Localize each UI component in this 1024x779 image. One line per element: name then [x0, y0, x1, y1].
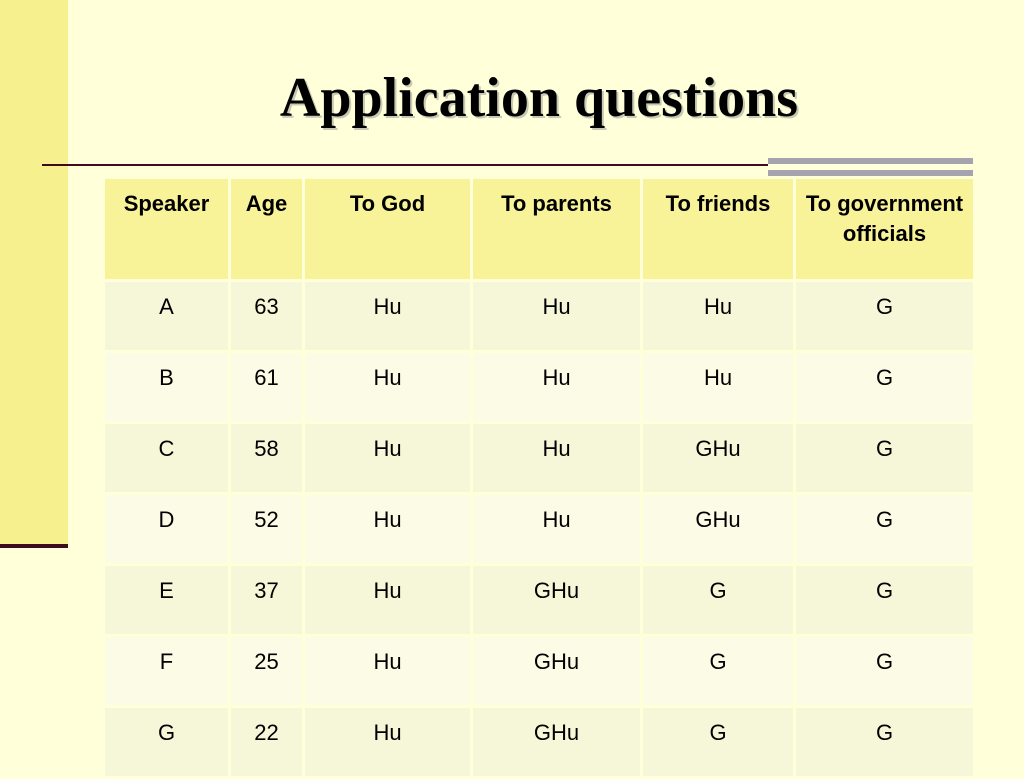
cell-to-god: Hu — [304, 494, 472, 565]
cell-to-god: Hu — [304, 565, 472, 636]
cell-age: 52 — [230, 494, 304, 565]
cell-to-friends: G — [642, 565, 795, 636]
cell-age: 63 — [230, 281, 304, 352]
cell-to-government: G — [795, 494, 975, 565]
title-divider-line — [42, 164, 768, 166]
cell-to-parents: GHu — [472, 707, 642, 778]
cell-to-parents: GHu — [472, 636, 642, 707]
cell-age: 58 — [230, 423, 304, 494]
cell-to-friends: G — [642, 636, 795, 707]
header-to-government-officials: To government officials — [795, 178, 975, 281]
title-divider-gray-bar-top — [768, 158, 973, 164]
cell-to-government: G — [795, 281, 975, 352]
data-table — [102, 176, 976, 779]
cell-speaker: B — [104, 352, 230, 423]
cell-to-government: G — [795, 636, 975, 707]
header-to-parents: To parents — [472, 178, 642, 281]
data-table-container — [102, 176, 973, 760]
cell-to-parents: Hu — [472, 423, 642, 494]
table-row — [104, 352, 975, 423]
left-accent-underline — [0, 544, 68, 548]
cell-speaker: F — [104, 636, 230, 707]
cell-to-government: G — [795, 423, 975, 494]
cell-to-friends: GHu — [642, 423, 795, 494]
cell-to-god: Hu — [304, 352, 472, 423]
cell-to-friends: GHu — [642, 494, 795, 565]
cell-age: 37 — [230, 565, 304, 636]
table-header-row — [104, 178, 975, 281]
cell-to-friends: G — [642, 707, 795, 778]
cell-to-parents: Hu — [472, 352, 642, 423]
cell-age: 25 — [230, 636, 304, 707]
cell-to-parents: Hu — [472, 494, 642, 565]
cell-to-parents: Hu — [472, 281, 642, 352]
cell-to-parents: GHu — [472, 565, 642, 636]
table-row — [104, 636, 975, 707]
table-row — [104, 281, 975, 352]
cell-speaker: D — [104, 494, 230, 565]
cell-age: 61 — [230, 352, 304, 423]
cell-speaker: E — [104, 565, 230, 636]
cell-to-god: Hu — [304, 707, 472, 778]
cell-age: 22 — [230, 707, 304, 778]
header-to-friends: To friends — [642, 178, 795, 281]
table-row — [104, 423, 975, 494]
header-to-god: To God — [304, 178, 472, 281]
table-row — [104, 565, 975, 636]
cell-speaker: C — [104, 423, 230, 494]
table-row — [104, 494, 975, 565]
cell-to-friends: Hu — [642, 352, 795, 423]
cell-to-god: Hu — [304, 281, 472, 352]
cell-to-government: G — [795, 707, 975, 778]
header-speaker: Speaker — [104, 178, 230, 281]
cell-to-god: Hu — [304, 423, 472, 494]
cell-speaker: G — [104, 707, 230, 778]
cell-to-friends: Hu — [642, 281, 795, 352]
table-row — [104, 707, 975, 778]
header-age: Age — [230, 178, 304, 281]
cell-to-government: G — [795, 565, 975, 636]
cell-to-government: G — [795, 352, 975, 423]
cell-to-god: Hu — [304, 636, 472, 707]
slide-title: Application questions — [279, 67, 799, 129]
cell-speaker: A — [104, 281, 230, 352]
